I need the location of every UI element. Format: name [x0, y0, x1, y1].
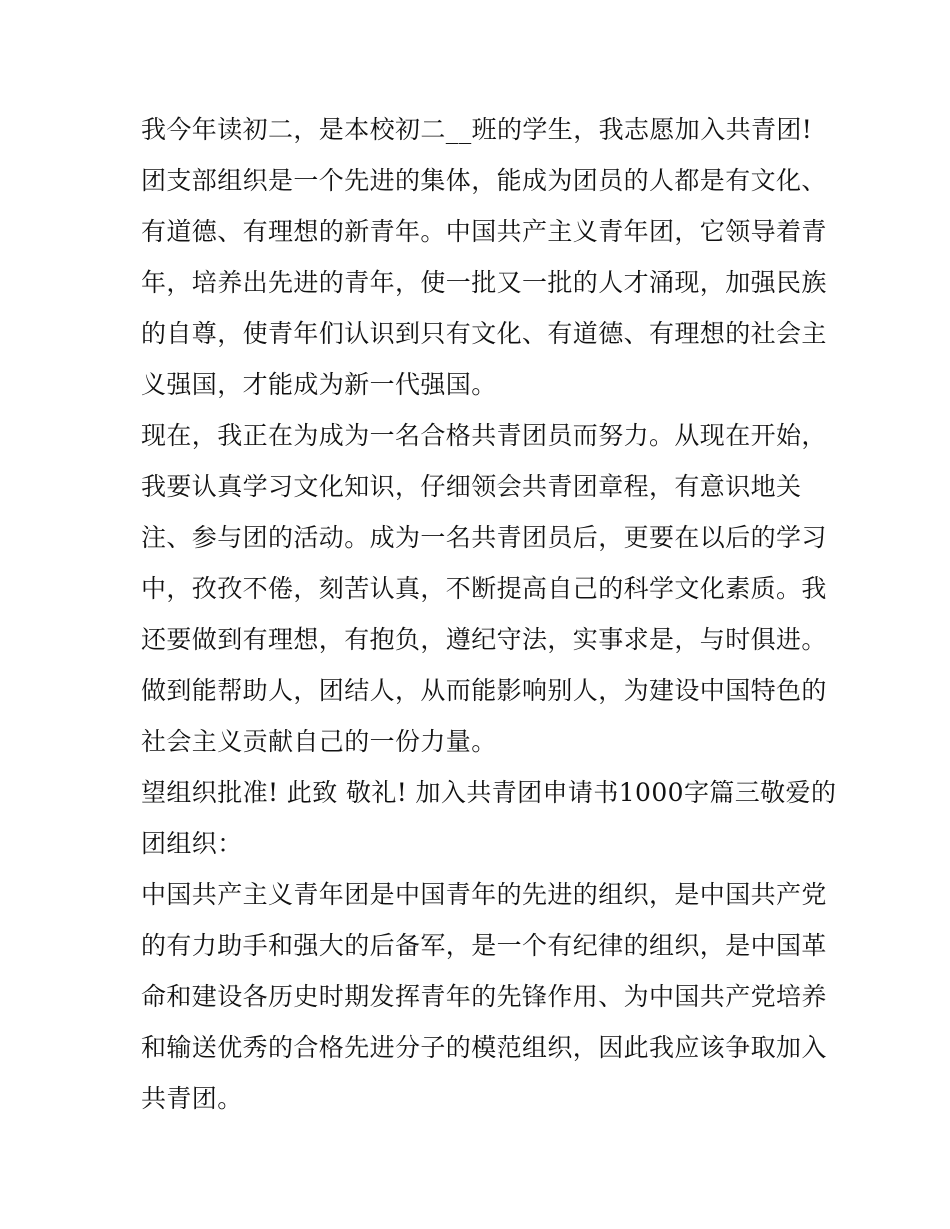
- text-line: 我要认真学习文化知识，仔细领会共青团章程，有意识地关: [141, 472, 802, 501]
- text-line: 年，培养出先进的青年，使一批又一批的人才涌现，加强民族: [141, 268, 827, 297]
- text-line: 义强国，才能成为新一代强国。: [141, 370, 497, 399]
- text-line: 望组织批准! 此致 敬礼! 加入共青团申请书1000字篇三敬爱的: [141, 778, 837, 807]
- text-line: 共青团。: [141, 1084, 243, 1113]
- text-line: 做到能帮助人，团结人，从而能影响别人，为建设中国特色的: [141, 676, 827, 705]
- text-line: 团支部组织是一个先进的集体，能成为团员的人都是有文化、: [141, 166, 827, 195]
- text-line: 还要做到有理想，有抱负，遵纪守法，实事求是，与时俱进。: [141, 625, 827, 654]
- text-line: 我今年读初二，是本校初二__班的学生，我志愿加入共青团!: [141, 115, 813, 144]
- text-line: 团组织：: [141, 829, 243, 858]
- text-line: 和输送优秀的合格先进分子的模范组织，因此我应该争取加入: [141, 1033, 827, 1062]
- text-line: 的自尊，使青年们认识到只有文化、有道德、有理想的社会主: [141, 319, 827, 348]
- text-line: 有道德、有理想的新青年。中国共产主义青年团，它领导着青: [141, 217, 827, 246]
- text-line: 中国共产主义青年团是中国青年的先进的组织，是中国共产党: [141, 880, 827, 909]
- text-line: 的有力助手和强大的后备军，是一个有纪律的组织，是中国革: [141, 931, 827, 960]
- text-line: 注、参与团的活动。成为一名共青团员后，更要在以后的学习: [141, 523, 827, 552]
- document-body: [141, 104, 837, 1124]
- text-line: 现在，我正在为成为一名合格共青团员而努力。从现在开始，: [141, 421, 827, 450]
- text-line: 命和建设各历史时期发挥青年的先锋作用、为中国共产党培养: [141, 982, 827, 1011]
- text-line: 社会主义贡献自己的一份力量。: [141, 727, 497, 756]
- text-line: 中，孜孜不倦，刻苦认真，不断提高自己的科学文化素质。我: [141, 574, 827, 603]
